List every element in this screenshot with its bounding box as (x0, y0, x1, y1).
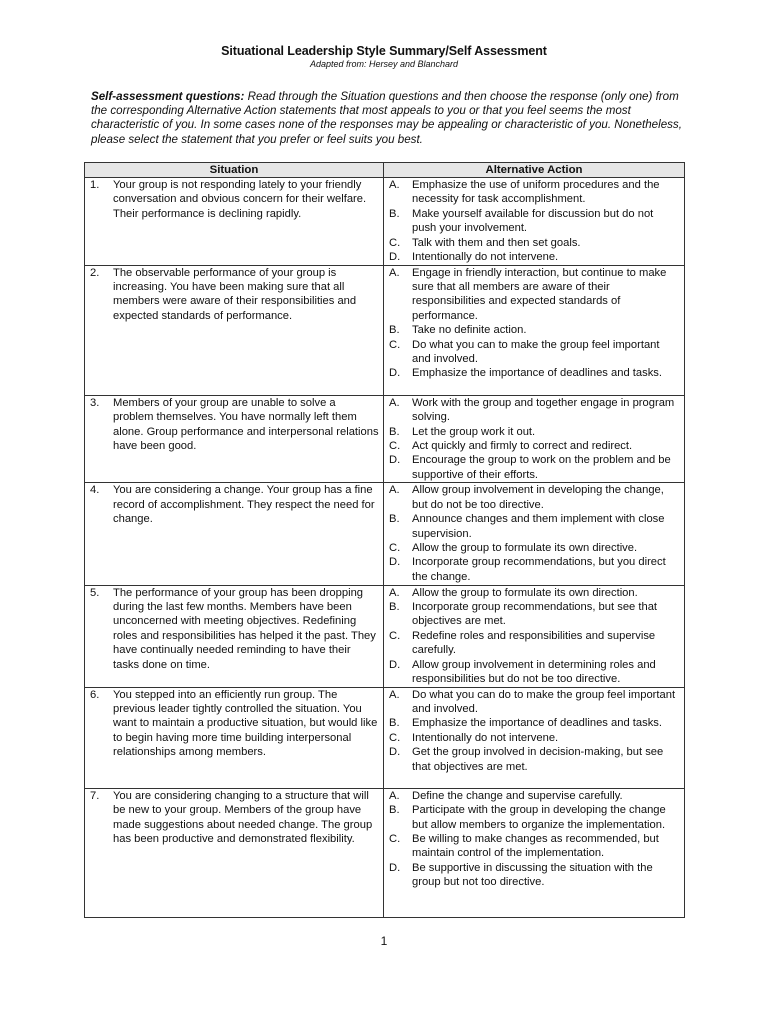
situation-number: 2. (90, 266, 100, 279)
situation-number: 1. (90, 179, 100, 191)
situation-number: 3. (90, 396, 100, 409)
situation-cell (85, 788, 384, 917)
option-letter: B. (389, 600, 400, 613)
table-row (85, 265, 685, 395)
option-letter: C. (389, 338, 401, 351)
option-letter: A. (389, 266, 400, 279)
alternative-action-cell (384, 585, 685, 687)
situation-cell (85, 178, 384, 266)
option-letter: A. (389, 179, 400, 191)
option-text: Participate with the group in developing the change but allow members to organize the implementation. (412, 804, 666, 831)
action-option (384, 439, 684, 453)
option-letter: D. (389, 454, 401, 467)
option-text: Allow the group to formulate its own directive. (412, 542, 638, 554)
option-text: Announce changes and them implement with close supervision. (412, 513, 665, 540)
intro-paragraph (91, 90, 685, 147)
situation-text: You stepped into an efficiently run group. The previous leader tightly controlled the situation. You want to maintain a productive situation, but would like to begin having more time building interpersonal relationships among members. (113, 688, 378, 759)
situation-text: The observable performance of your group is increasing. You have been making sure that all members were aware of their responsibilities and expected standards of performance. (113, 266, 357, 322)
option-text: Redefine roles and responsibilities and supervise carefully. (412, 629, 656, 657)
action-option (384, 541, 684, 555)
situation-item (85, 396, 383, 454)
action-option (384, 323, 684, 337)
option-text: Let the group work it out. (412, 425, 536, 438)
action-option (384, 803, 684, 832)
situation-item (85, 178, 383, 221)
option-letter: B. (389, 425, 400, 438)
header-alternative-action: Alternative Action (384, 163, 685, 178)
option-letter: B. (389, 324, 400, 337)
page-number: 1 (380, 934, 388, 948)
table-row (85, 687, 685, 788)
action-option (384, 453, 684, 482)
option-letter: B. (389, 804, 400, 817)
table-row (85, 483, 685, 585)
action-option (384, 178, 684, 207)
action-option (384, 789, 684, 803)
option-letter: A. (389, 789, 400, 802)
option-letter: B. (389, 513, 400, 526)
action-option (384, 236, 684, 250)
option-letter: D. (389, 367, 401, 380)
alternative-action-cell (384, 483, 685, 585)
option-text: Make yourself available for discussion but do not push your involvement. (412, 207, 654, 235)
option-letter: B. (389, 207, 400, 220)
option-text: Intentionally do not intervene. (412, 731, 559, 744)
option-text: Emphasize the importance of deadlines and tasks. (412, 717, 662, 730)
option-letter: A. (389, 396, 400, 409)
option-text: Emphasize the importance of deadlines and tasks. (412, 367, 662, 380)
situation-text: Your group is not responding lately to your friendly conversation and obvious concern for their welfare. Their performance is declining rapidly. (113, 179, 367, 220)
option-text: Act quickly and firmly to correct and redirect. (412, 440, 633, 453)
action-option (384, 483, 684, 512)
table-row (85, 585, 685, 687)
option-text: Engage in friendly interaction, but continue to make sure that all members are aware of their responsibilities and expected standards of performance. (412, 266, 667, 322)
situation-number: 4. (90, 484, 100, 497)
option-text: Be willing to make changes as recommended, but maintain control of the implementation. (412, 832, 659, 860)
action-option (384, 512, 684, 541)
alternative-action-cell (384, 788, 685, 917)
option-letter: A. (389, 484, 400, 497)
situation-cell (85, 585, 384, 687)
option-text: Incorporate group recommendations, but you direct the change. (412, 556, 666, 583)
table-body (85, 178, 685, 918)
action-option (384, 250, 684, 264)
option-letter: D. (389, 658, 401, 671)
option-letter: B. (389, 717, 400, 730)
option-text: Be supportive in discussing the situation with the group but not too directive. (412, 861, 653, 889)
option-letter: D. (389, 746, 401, 759)
action-option (384, 832, 684, 861)
option-letter: D. (389, 556, 401, 569)
situation-cell (85, 687, 384, 788)
situation-text: You are considering a change. Your group has a fine record of accomplishment. They respect the need for change. (113, 484, 375, 526)
option-letter: D. (389, 861, 401, 874)
option-letter: C. (389, 629, 401, 642)
option-text: Allow group involvement in determining roles and responsibilities but do not be too directive. (412, 658, 656, 685)
option-text: Allow the group to formulate its own direction. (412, 586, 638, 599)
situation-text: The performance of your group has been dropping during the last few months. Members have been unconcerned with meeting objectives. Redefining roles and responsibilities has helped it the past. They have continually needed reminding to have their tasks done on time. (113, 586, 376, 671)
intro-text: Read through the Situation questions and then choose the response (only one) from the corresponding Alternative Action statements that most appeals to you or that you feel seems the most characteristic of you. In some cases none of the responses may be appealing or characteristic of you. Nonetheless, please select the statement that you prefer or feel suits you best. (91, 90, 682, 146)
action-option (384, 629, 684, 658)
action-option (384, 366, 684, 380)
table-row (85, 178, 685, 266)
option-text: Encourage the group to work on the problem and be supportive of their efforts. (412, 454, 671, 481)
alternative-action-cell (384, 687, 685, 788)
option-text: Take no definite action. (412, 324, 527, 337)
action-option (384, 555, 684, 584)
option-letter: C. (389, 440, 401, 453)
action-option (384, 745, 684, 774)
action-option (384, 731, 684, 745)
document-subtitle: Adapted from: Hersey and Blanchard (309, 59, 459, 69)
situation-cell (85, 395, 384, 483)
situation-number: 5. (90, 586, 100, 599)
situation-number: 6. (90, 688, 100, 701)
table-row (85, 788, 685, 917)
situation-item (85, 483, 383, 526)
situation-item (85, 789, 383, 847)
action-option (384, 688, 684, 717)
action-option (384, 338, 684, 367)
option-text: Emphasize the use of uniform procedures and the necessity for task accomplishment. (412, 179, 660, 206)
option-letter: C. (389, 542, 401, 554)
alternative-action-cell (384, 395, 685, 483)
option-letter: A. (389, 688, 400, 701)
header-situation: Situation (85, 163, 384, 178)
alternative-action-cell (384, 178, 685, 266)
alternative-action-cell (384, 265, 685, 395)
situation-item (85, 688, 383, 760)
situation-item (85, 586, 383, 672)
option-text: Intentionally do not intervene. (412, 251, 559, 264)
situation-number: 7. (90, 789, 100, 802)
assessment-table (84, 162, 685, 918)
option-text: Incorporate group recommendations, but see that objectives are met. (412, 600, 658, 628)
option-letter: A. (389, 586, 400, 599)
action-option (384, 600, 684, 629)
situation-text: You are considering changing to a structure that will be new to your group. Members of the group have made suggestions about needed change. The group has been productive and demonstrated flexibility. (113, 789, 373, 845)
situation-item (85, 266, 383, 324)
option-text: Work with the group and together engage in program solving. (412, 396, 675, 424)
action-option (384, 586, 684, 600)
table-header-row (85, 163, 685, 178)
option-text: Do what you can do to make the group feel important and involved. (412, 688, 676, 715)
option-text: Get the group involved in decision-making, but see that objectives are met. (412, 746, 664, 773)
situation-cell (85, 265, 384, 395)
option-letter: C. (389, 832, 401, 845)
table-row (85, 395, 685, 483)
document-title: Situational Leadership Style Summary/Self Assessment (221, 44, 547, 58)
action-option (384, 861, 684, 890)
option-letter: C. (389, 236, 401, 249)
option-text: Define the change and supervise carefully. (412, 789, 623, 802)
option-text: Do what you can to make the group feel important and involved. (412, 338, 660, 366)
situation-cell (85, 483, 384, 585)
intro-label: Self-assessment questions: (91, 90, 245, 103)
action-option (384, 266, 684, 324)
action-option (384, 396, 684, 425)
action-option (384, 207, 684, 236)
action-option (384, 716, 684, 730)
option-text: Talk with them and then set goals. (412, 236, 581, 249)
option-text: Allow group involvement in developing the change, but do not be too directive. (412, 484, 664, 511)
option-letter: C. (389, 731, 401, 744)
action-option (384, 425, 684, 439)
situation-text: Members of your group are unable to solve a problem themselves. You have normally left them alone. Group performance and interpersonal relations have been good. (113, 396, 379, 453)
option-letter: D. (389, 251, 401, 264)
action-option (384, 658, 684, 687)
